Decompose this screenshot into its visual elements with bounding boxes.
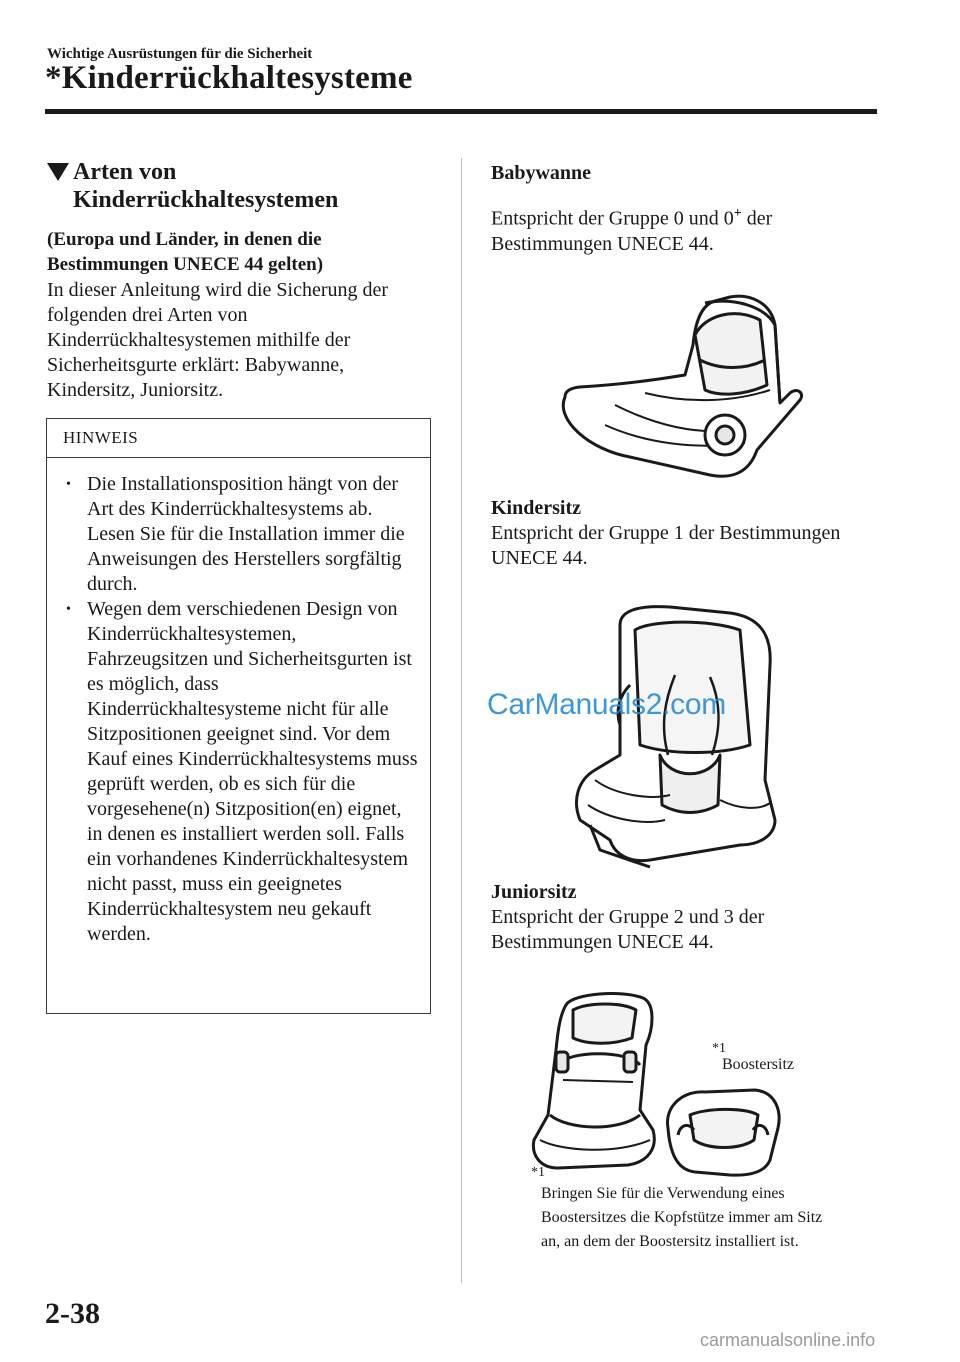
column-divider [461, 158, 462, 1283]
booster-label: Boostersitz [722, 1056, 794, 1073]
kindersitz-heading: Kindersitz [491, 497, 581, 519]
footnote-mark: *1 [531, 1165, 545, 1180]
page-title: *Kinderrückhaltesysteme [45, 60, 413, 96]
note-list [47, 472, 430, 947]
babywanne-text-b: der Bestimmungen UNECE 44. [491, 207, 773, 255]
page-number: 2-38 [45, 1297, 100, 1330]
triangle-marker-icon [47, 163, 69, 181]
babywanne-illustration [535, 285, 810, 490]
footnote-text: Bringen Sie für die Verwendung eines Boostersitzes die Kopfstütze immer am Sitz an, an dem der Boostersitz installiert ist. [541, 1185, 823, 1250]
note-item: • Wegen dem verschiedenen Design von Kinderrückhaltesystemen, Fahrzeugsitzen und Sicherheitsgurten ist es möglich, dass Kinderrückhaltesysteme nicht für alle Sitzpositionen geeignet sind. Vor dem Kauf eines Kinderrückhaltesystems muss geprüft werden, ob es sich für die vorgesehene(n) Sitzposition(en) eignet, in denen es installiert werden soll. Falls ein vorhandenes Kinderrückhaltesystem nicht passt, muss ein geeignetes Kinderrückhaltesystem neu gekauft werden. [87, 597, 418, 947]
juniorsitz-illustration [528, 990, 663, 1170]
babywanne-heading: Babywanne [491, 162, 592, 184]
note-label: HINWEIS [47, 419, 430, 458]
region-subheading: (Europa und Länder, in denen die Bestimmungen UNECE 44 gelten) [47, 229, 324, 275]
header-rule [45, 109, 877, 114]
plus-superscript: + [733, 206, 742, 221]
running-header: Wichtige Ausrüstungen für die Sicherheit [47, 46, 313, 62]
note-item: • Die Installationsposition hängt von der Art des Kinderrückhaltesystems ab. Lesen Sie für die Installation immer die Anweisungen des Herstellers sorgfältig durch. [87, 472, 418, 597]
watermark: CarManuals2.com [487, 688, 726, 721]
section-title [47, 158, 338, 214]
boostersitz-illustration [660, 1080, 785, 1180]
kindersitz-text: Entspricht der Gruppe 1 der Bestimmungen UNECE 44. [491, 522, 841, 569]
intro-paragraph: In dieser Anleitung wird die Sicherung der folgenden drei Arten von Kinderrückhaltesystemen mithilfe der Sicherheitsgurte erklärt: Babywanne, Kindersitz, Juniorsitz. [47, 279, 389, 401]
juniorsitz-heading: Juniorsitz [491, 881, 577, 903]
juniorsitz-text: Entspricht der Gruppe 2 und 3 der Bestimmungen UNECE 44. [491, 906, 765, 953]
booster-footnote-mark: *1 [712, 1041, 726, 1056]
section-title-line2: Kinderrückhaltesystemen [73, 187, 339, 213]
babywanne-text [491, 201, 881, 257]
note-box [46, 418, 431, 1014]
footer-watermark: carmanualsonline.info [700, 1330, 876, 1350]
babywanne-text-a: Entspricht der Gruppe 0 und 0 [491, 207, 734, 230]
kindersitz-illustration [560, 605, 785, 870]
section-title-line1: Arten von [73, 159, 177, 185]
